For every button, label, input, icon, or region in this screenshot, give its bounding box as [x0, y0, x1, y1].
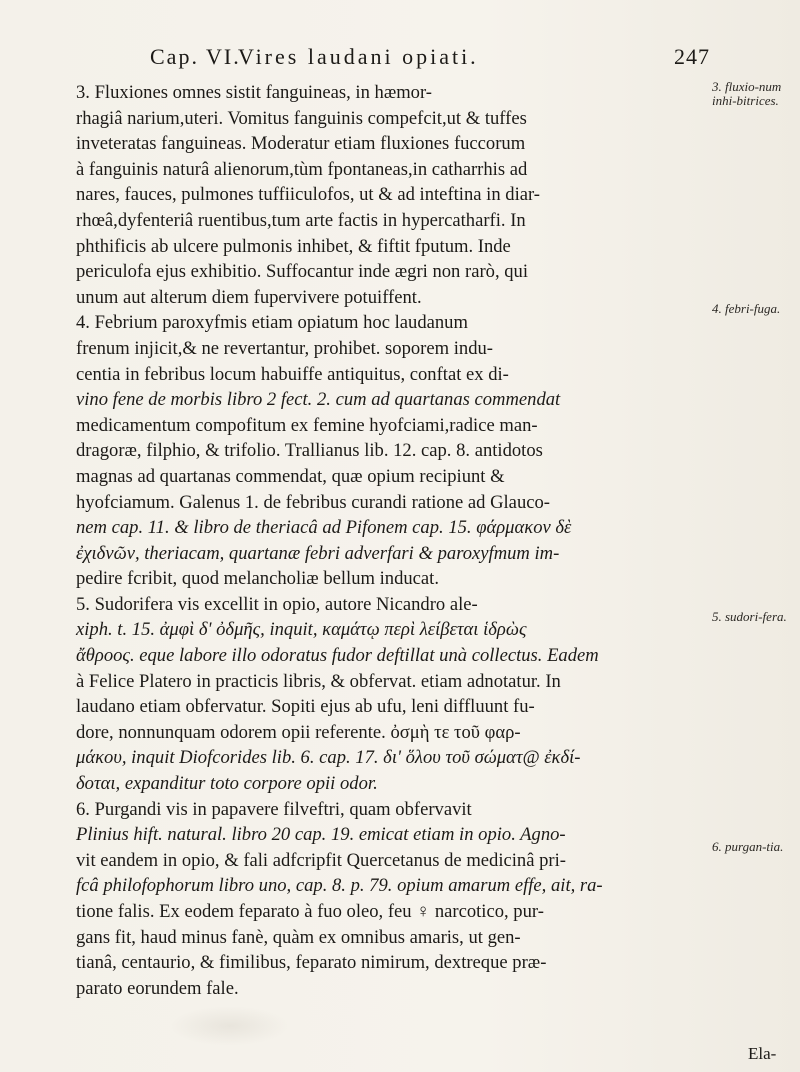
text-line: vit eandem in opio, & fali adfcripfit Quercetanus de medicinâ pri- — [76, 849, 566, 871]
text-line: xiph. t. 15. ἀμφὶ δ' ὀδμῆς, inquit, καμάτῳ περὶ λείβεται ἱδρὼς — [76, 619, 527, 641]
paragraph-5 — [76, 592, 712, 797]
text-line: à Felice Platero in practicis libris, & obfervat. etiam adnotatur. In — [76, 670, 561, 692]
text-line: μάκου, inquit Diofcorides lib. 6. cap. 17. δι' ὅλου τοῦ σώματ@ ἐκδί- — [76, 747, 581, 769]
text-line: inveteratas fanguineas. Moderatur etiam fluxiones fuccorum — [76, 133, 526, 155]
text-line: parato eorundem fale. — [76, 977, 239, 999]
text-line: Plinius hift. natural. libro 20 cap. 19. emicat etiam in opio. Agno- — [76, 824, 566, 846]
text-line: rhœâ,dyfenteriâ ruentibus,tum arte factis in hypercatharfi. In — [76, 209, 526, 231]
text-line: dore, nonnunquam odorem opii referente. ὀσμὴ τε τοῦ φαρ- — [76, 721, 521, 743]
text-line: rhagiâ narium,uteri. Vomitus fanguinis compefcit,ut & tuffes — [76, 107, 527, 129]
text-line: gans fit, haud minus fanè, quàm ex omnibus amaris, ut gen- — [76, 926, 521, 948]
margin-note: 4. febri-fuga. — [712, 301, 781, 316]
text-line: hyofciamum. Galenus 1. de febribus curandi ratione ad Glauco- — [76, 491, 550, 513]
text-line: centia in febribus locum habuiffe antiquitus, conftat ex di- — [76, 363, 509, 385]
text-line: tione falis. Ex eodem feparato à fuo oleo, feu ♀ narcotico, pur- — [76, 901, 544, 922]
paragraph-4 — [76, 310, 712, 592]
text-line: laudano etiam obfervatur. Sopiti ejus ab ufu, leni diffluunt fu- — [76, 696, 535, 718]
text-line: 5. Sudorifera vis excellit in opio, autore Nicandro ale- — [76, 593, 478, 615]
text-line: magnas ad quartanas commendat, quæ opium recipiunt & — [76, 465, 505, 487]
running-title: Vires laudani opiati. — [238, 44, 479, 69]
text-line: unum aut alterum diem fupervivere potuiffent. — [76, 286, 422, 308]
text-line: vino fene de morbis libro 2 fect. 2. cum ad quartanas commendat — [76, 389, 561, 411]
paragraph-6 — [76, 797, 712, 1002]
text-line: 6. Purgandi vis in papavere filveftri, quam obfervavit — [76, 798, 472, 820]
text-line: frenum injicit,& ne revertantur, prohibet. soporem indu- — [76, 337, 493, 359]
text-line: dragoræ, filphio, & trifolio. Trallianus lib. 12. cap. 8. antidotos — [76, 440, 543, 462]
text-line: nem cap. 11. & libro de theriacâ ad Pifonem cap. 15. φάρμακον δὲ — [76, 517, 572, 539]
text-line: medicamentum compofitum ex femine hyofciami,radice man- — [76, 414, 538, 436]
text-line: fcâ philofophorum libro uno, cap. 8. p. 79. opium amarum effe, ait, ra- — [76, 875, 603, 897]
margin-note: 5. sudori-fera. — [712, 609, 787, 624]
catchword: Ela- — [748, 1044, 777, 1063]
margin-note: 6. purgan-tia. — [712, 839, 784, 854]
page-number: 247 — [674, 44, 710, 69]
text-line: à fanguinis naturâ alienorum,tùm fpontaneas,in catharrhis ad — [76, 158, 528, 180]
margin-note: 3. fluxio-num inhi-bitrices. — [712, 79, 782, 108]
paragraph-3 — [76, 80, 712, 310]
body-text — [76, 80, 712, 1001]
text-line: ἐχιδνῶν, theriacam, quartanæ febri adverfari & paroxyfmum im- — [76, 542, 560, 564]
text-line: nares, fauces, pulmones tuffiiculofos, ut & ad inteftina in diar- — [76, 184, 540, 206]
running-header — [150, 44, 710, 74]
text-line: phthificis ab ulcere pulmonis inhibet, & fiftit fputum. Inde — [76, 235, 511, 257]
text-line: pedire fcribit, quod melancholiæ bellum inducat. — [76, 568, 439, 590]
text-line: 4. Febrium paroxyfmis etiam opiatum hoc laudanum — [76, 312, 468, 334]
text-line: δοται, expanditur toto corpore opii odor. — [76, 773, 378, 795]
text-line: ἄθροος. eque labore illo odoratus fudor deftillat unà collectus. Eadem — [76, 645, 599, 667]
text-line: tianâ, centaurio, & fimilibus, feparato nimirum, dextreque præ- — [76, 952, 547, 974]
text-line: periculofa ejus exhibitio. Suffocantur inde ægri non rarò, qui — [76, 261, 528, 283]
text-line: 3. Fluxiones omnes sistit fanguineas, in hæmor- — [76, 82, 432, 103]
paper-stain — [170, 1006, 290, 1046]
chapter-label: Cap. VI. — [150, 44, 241, 69]
